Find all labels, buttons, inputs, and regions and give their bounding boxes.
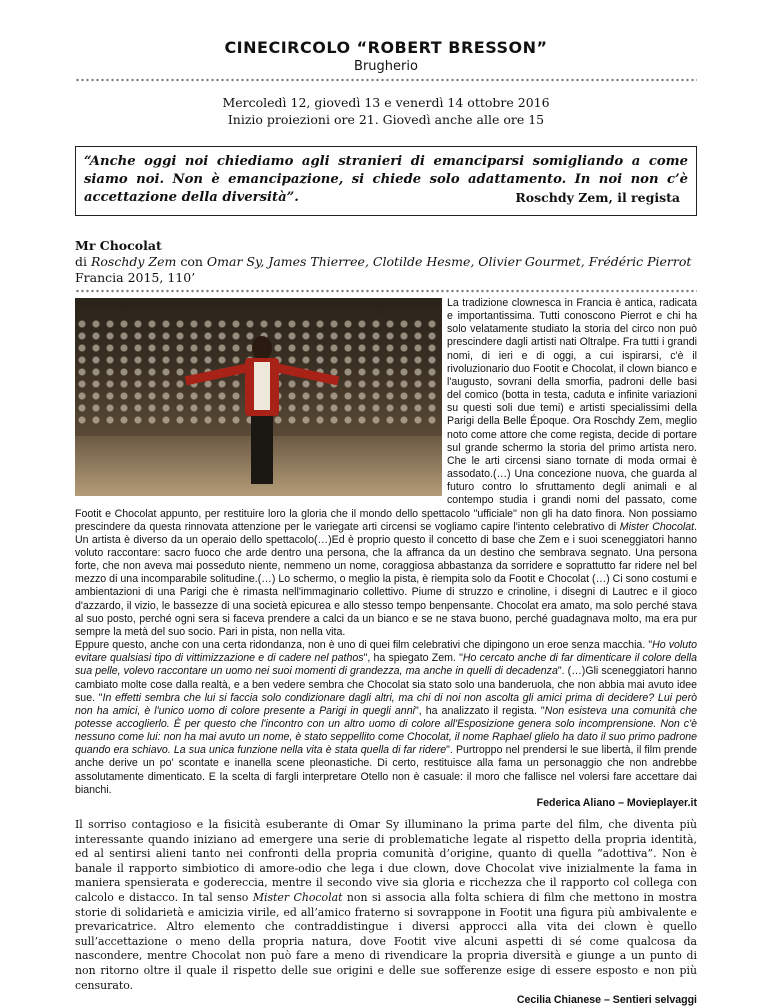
dates-line: Mercoledì 12, giovedì 13 e venerdì 14 ottobre 2016 — [222, 95, 550, 110]
film-country-year: Francia 2015, 110’ — [75, 270, 196, 285]
review2-film-title: Mister Chocolat — [252, 891, 343, 905]
review1-text: ". Purtroppo nel prendersi le sue libertà, il film prende anche derive un po' scontate e inanella scene pleonastiche. Di certo, restituisce alla fama un personaggio che non andrebbe assolutamente dimenticato. E la scelta di fargli interpretare Otello non è casuale: il moro che fallisce nel volersi fare accettare dai bianchi. — [75, 744, 698, 796]
page-title: CINECIRCOLO “ROBERT BRESSON” — [224, 38, 548, 57]
review2-signature: Cecilia Chianese – Sentieri selvaggi — [516, 994, 697, 1007]
flyer-page — [75, 38, 697, 1008]
clown-legs — [251, 416, 273, 484]
review1-film-title: Mister Chocolat — [619, 520, 695, 533]
film-info — [75, 238, 697, 286]
page-subtitle: Brugherio — [354, 59, 418, 74]
times-line: Inizio proiezioni ore 21. Giovedì anche alle ore 15 — [227, 112, 545, 127]
quote-text: “Anche oggi noi chiediamo agli stranieri di emanciparsi somigliando a come siamo noi. Non è emancipazione, si chiede solo adattamento. In noi non c’è accettazione della diversità”. — [84, 154, 688, 205]
credits-with: con — [176, 254, 207, 269]
clown-figure — [245, 336, 279, 486]
review1-text: . Un artista è diverso da un operaio dello spettacolo(…)Ed è proprio questo il concetto di base che Zem e i suoi sceneggiatori hanno voluto raccontare: sacro fuoco che arde dentro una persona, che la affranca da un destino che sembrava segnato. Una persona forte, che non aveva mai posseduto niente, nemmeno un nome, coraggiosa abbastanza da sorridere e soprattutto far ridere nel bel mezzo di una incomparabile solitudine.(…) Lo schermo, o meglio la pista, è riempita solo da Footit e Chocolat (…) Ci sono costumi e ambientazioni di una Parigi che è rimasta nell'immaginario collettivo. Piume di struzzo e crinoline, i disegni di Lautrec e il gioco d'azzardo, il vizio, le bassezze di una società epicurea e allo stesso tempo benpensante. Chocolat era amato, ma solo perché stava al suo posto, perché ogni sera si faceva prendere a calci da un bianco e se ne stava buono, perché guadagnava molto, ma era pur sempre la metà del suo socio. Pari in pista, non nella vita. — [75, 520, 697, 638]
review1-signature: Federica Aliano – Movieplayer.it — [536, 796, 697, 809]
review2-text: Il sorriso contagioso e la fisicità esuberante di Omar Sy illuminano la prima parte del film, che diventa più interessante quando iniziano ad emergere una serie di problematiche legate al rispetto della propria identità, ed al sentirsi alieni tanto nei confronti della propria comunità d’origine, quanto di quella “adottiva”. Non è banale il rapporto simbiotico di amore-odio che lega i due clown, dove Chocolat vive inizialmente la fama in maniera spensierata e godereccia, mentre il secondo vive sia gloria e ricchezza che il rapporto col collega con calcolo e distacco. In tal senso — [75, 818, 697, 905]
dotted-divider — [75, 78, 697, 82]
review1-quote: In effetti sembra che lui si faccia solo condizionare dagli altri, ma chi di noi non ascolta gli amici prima di decidere? Lui però non ha amici, è l'unico uomo di colore presente a Parigi in quegli anni — [75, 691, 697, 717]
film-still-photo — [75, 298, 442, 496]
film-cast: Omar Sy, James Thierree, Clotilde Hesme, Olivier Gourmet, Frédéric Pierrot — [206, 254, 692, 269]
review2-paragraph — [75, 818, 697, 993]
screening-dates — [75, 94, 697, 128]
review1-quote: Non esisteva una comunità che potesse accoglierlo. È per questo che l'incontro con un altro uomo di colore all'Esposizione genera solo incomprensione. Non c'è nessuno come lui: non ha mai avuto un nome, è stato seppellito come Chocolat, il nome Raphael glielo ha dato il suo primo padrone quando era schiavo. La sua unica funzione nella vita è stata quella di far ridere — [75, 704, 697, 757]
review1-quote: Ho cercato anche di far dimenticare il colore della sua pelle, volevo raccontare un uomo nei suoi momenti di grandezza, ma anche in quelli di decadenza — [75, 652, 697, 678]
review1-paragraph-2 — [75, 639, 697, 797]
quote-author: Roschdy Zem, il regista — [515, 190, 680, 205]
review1-text: ", ha spiegato Zem. " — [363, 652, 463, 665]
clown-vest — [254, 362, 270, 410]
quote-box — [75, 146, 697, 216]
clown-head — [252, 336, 272, 360]
review1-text: La tradizione clownesca in Francia è antica, radicata e importantissima. Tutti conoscono Pierrot e chi ha solo velatamente studiato la storia del circo non può prescindere dagli artisti nati Oltralpe. Fra tutti i grandi nomi, di ieri e di oggi, a cui ispirarsi, c'è il rivoluzionario duo Footit e Chocolat, il clown bianco e l'augusto, sovrani della smorfia, padroni delle basi del comico (botta in testa, caduta e infinite variazioni su questi soli due temi) e artisti specialissimi della Parigi della Belle Époque. Ora Roschdy Zem, meglio noto come attore che come regista, decide di portare sul grande schermo la storia del primo artista nero. Che le arti circensi siano tornate di moda ormai è assodato.(…) Una concezione nuova, che guarda al futuro contro lo sfruttamento degli animali e al contempo studia i grandi nomi del passato, come Footit e Chocolat appunto, per restituire loro la gloria che il mondo dello spettacolo "ufficiale" non gli ha dato finora. Non possiamo prescindere da questa rinnovata attenzione per le variegate arti circensi se vogliamo capire l'intento celebrativo di — [75, 297, 697, 533]
film-director: Roschdy Zem — [90, 254, 177, 269]
credits-by: di — [75, 254, 91, 269]
review-movieplayer — [75, 297, 697, 810]
dotted-divider — [75, 289, 697, 293]
review1-quote: Ho voluto evitare qualsiasi tipo di vittimizzazione e di cadere nel pathos — [75, 639, 697, 665]
review1-text: ", ha analizzato il regista. " — [414, 704, 545, 717]
film-credits — [75, 254, 697, 270]
review1-text: ". (…)Gli sceneggiatori hanno cambiato molte cose dalla realtà, e a ben vedere sembra che Chocolat sia stato solo una banderuola, che non abbia mai avuto idee sue. " — [75, 665, 698, 704]
review1-text: Eppure questo, anche con una certa ridondanza, non è uno di quei film celebrativi che dipingono un eroe senza macchia. " — [75, 639, 653, 652]
review-sentieri-selvaggi — [75, 818, 697, 1008]
film-title: Mr Chocolat — [75, 238, 162, 253]
review2-text: non si associa alla folta schiera di film che mettono in mostra storie di solidarietà e amicizia virile, ed all’amico fraterno si sovrappone in Footit una figura più ambivalente e prevaricatrice. Altro elemento che contraddistingue i diversi approcci alla vita dei clown è quello sull’accettazione o meno della propria natura, dove Footit vive alcuni aspetti di sé come qualcosa da nascondere, mentre Chocolat non può fare a meno di rivendicare la propria diversità e giunge a un punto di non ritorno oltre il quale il rispetto delle sue origini e delle sue sofferenze esige di essere esposto e non più censurato. — [75, 891, 698, 992]
